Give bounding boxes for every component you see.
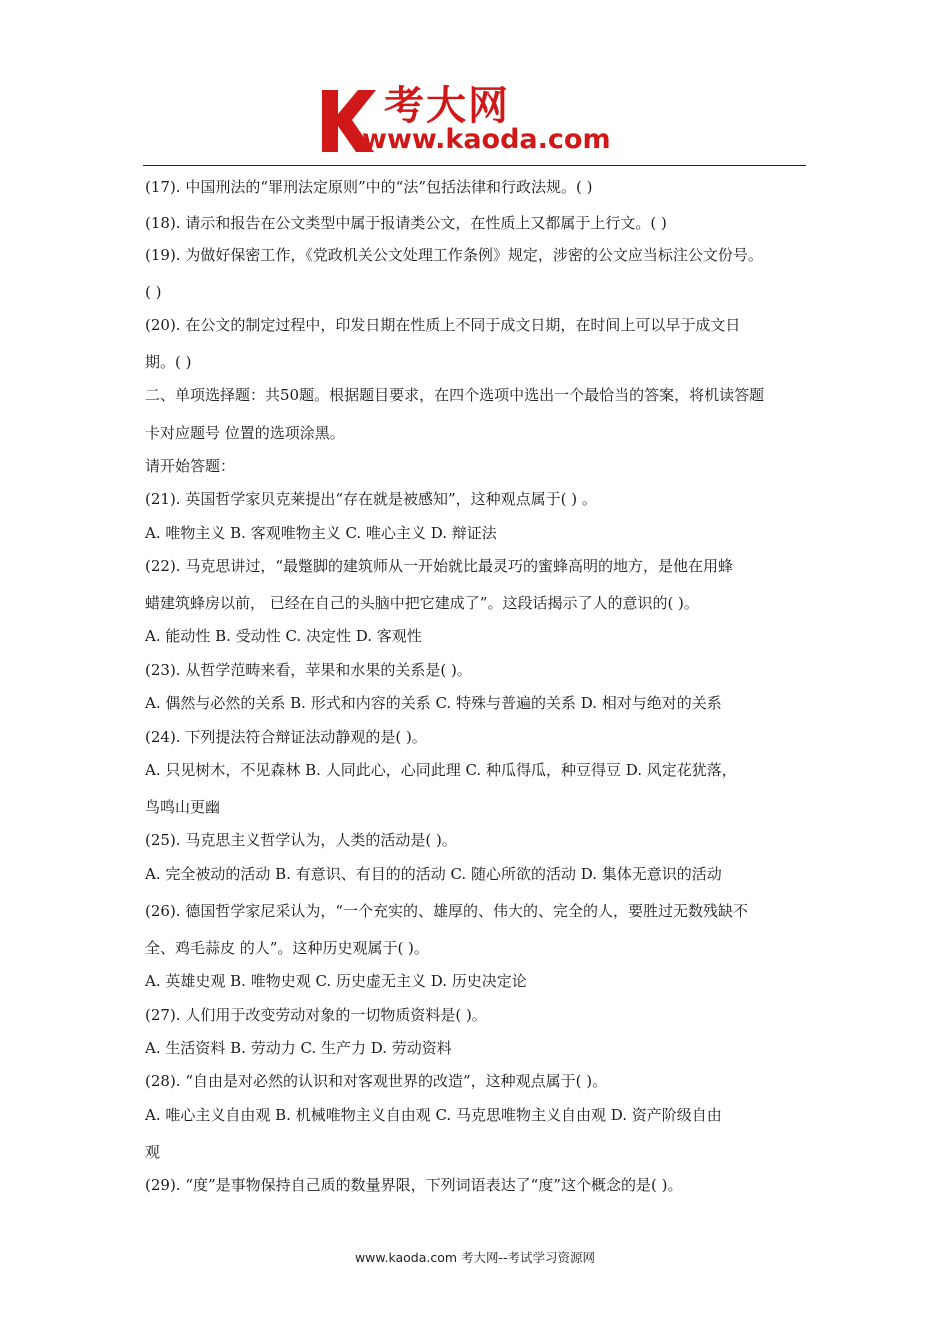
text-line: A. 唯心主义自由观 B. 机械唯物主义自由观 C. 马克思唯物主义自由观 D. 资产阶级自由 [145, 1106, 722, 1124]
text-line: 全、鸡毛蒜皮 的人”。这种历史观属于( )。 [145, 939, 429, 957]
text-line: (19). 为做好保密工作，《党政机关公文处理工作条例》规定，涉密的公文应当标注公文份号。 [145, 246, 763, 264]
text-line: (20). 在公文的制定过程中，印发日期在性质上不同于成文日期，在时间上可以早于成文日 [145, 316, 741, 334]
text-line: A. 能动性 B. 受动性 C. 决定性 D. 客观性 [145, 627, 422, 645]
text-line: ( ) [145, 283, 162, 301]
text-line: 卡对应题号 位置的选项涂黑。 [145, 424, 345, 442]
text-line: 二、单项选择题：共50题。根据题目要求，在四个选项中选出一个最恰当的答案，将机读答题 [145, 386, 765, 404]
kaoda-logo [318, 78, 648, 162]
text-line: 蜡建筑蜂房以前， 已经在自己的头脑中把它建成了”。这段话揭示了人的意识的( )。 [145, 594, 699, 612]
text-line: (27). 人们用于改变劳动对象的一切物质资料是( )。 [145, 1006, 487, 1024]
text-line: (17). 中国刑法的“罪刑法定原则”中的“法”包括法律和行政法规。( ) [145, 178, 593, 196]
text-line: (26). 德国哲学家尼采认为，“一个充实的、雄厚的、伟大的、完全的人，要胜过无数残缺不 [145, 902, 748, 920]
text-line: (18). 请示和报告在公文类型中属于报请类公文，在性质上又都属于上行文。( ) [145, 214, 667, 232]
text-line: 观 [145, 1143, 161, 1161]
text-line: A. 偶然与必然的关系 B. 形式和内容的关系 C. 特殊与普遍的关系 D. 相对与绝对的关系 [145, 694, 722, 712]
logo-url: www.kaoda.com [362, 124, 611, 155]
text-line: A. 英雄史观 B. 唯物史观 C. 历史虚无主义 D. 历史决定论 [145, 972, 527, 990]
text-line: (21). 英国哲学家贝克莱提出“存在就是被感知”，这种观点属于( ) 。 [145, 490, 597, 508]
text-line: (25). 马克思主义哲学认为，人类的活动是( )。 [145, 831, 457, 849]
text-line: (29). “度”是事物保持自己质的数量界限，下列词语表达了“度”这个概念的是( )。 [145, 1176, 683, 1194]
text-line: A. 生活资料 B. 劳动力 C. 生产力 D. 劳动资料 [145, 1039, 452, 1057]
text-line: 期。( ) [145, 353, 192, 371]
text-line: 鸟鸣山更幽 [145, 798, 221, 816]
text-line: (28). “自由是对必然的认识和对客观世界的改造”，这种观点属于( )。 [145, 1072, 608, 1090]
footer-text: www.kaoda.com 考大网--考试学习资源网 [354, 1250, 596, 1265]
text-line: A. 只见树木，不见森林 B. 人同此心，心同此理 C. 种瓜得瓜，种豆得豆 D. 风定花犹落， [145, 761, 737, 779]
header-divider [143, 165, 806, 166]
logo-chinese-name: 考大网 [384, 83, 510, 129]
text-line: (24). 下列提法符合辩证法动静观的是( )。 [145, 728, 427, 746]
text-line: (22). 马克思讲过，“最蹩脚的建筑师从一开始就比最灵巧的蜜蜂高明的地方，是他在用蜂 [145, 557, 733, 575]
text-line: 请开始答题： [145, 457, 236, 475]
text-line: A. 唯物主义 B. 客观唯物主义 C. 唯心主义 D. 辩证法 [145, 524, 497, 542]
text-line: (23). 从哲学范畴来看，苹果和水果的关系是( )。 [145, 661, 472, 679]
text-line: A. 完全被动的活动 B. 有意识、有目的的活动 C. 随心所欲的活动 D. 集体无意识的活动 [145, 865, 722, 883]
